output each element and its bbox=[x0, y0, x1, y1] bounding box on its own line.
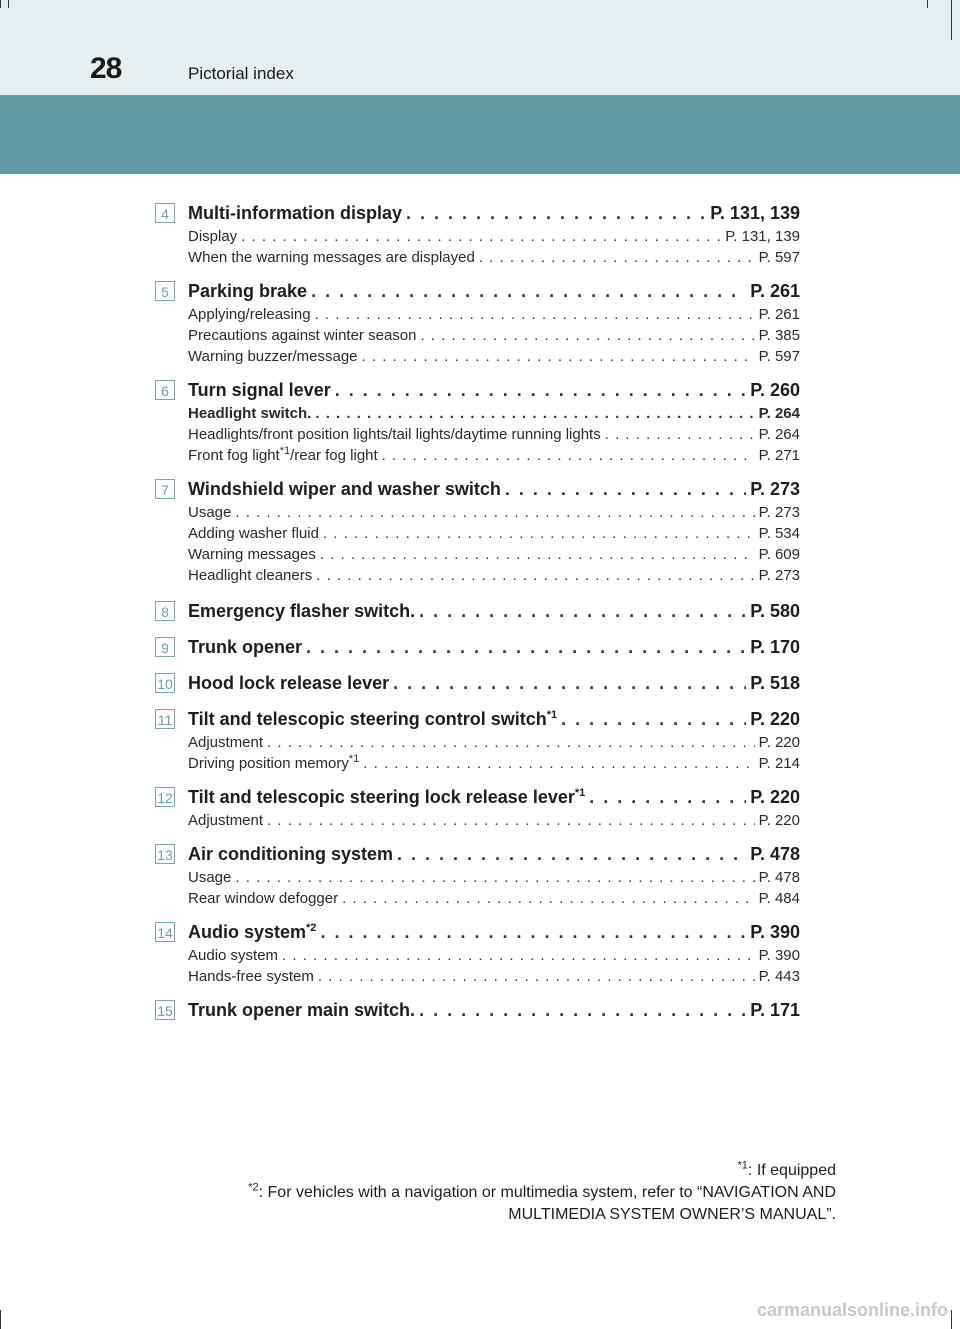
entry-number-badge: 12 bbox=[155, 787, 175, 807]
entry-number-badge: 5 bbox=[155, 281, 175, 301]
leader-dots bbox=[316, 565, 754, 586]
entry-heading bbox=[188, 841, 800, 867]
entry-number-badge: 13 bbox=[155, 844, 175, 864]
leader-dots bbox=[406, 200, 706, 226]
leader-dots bbox=[479, 247, 755, 268]
footnotes bbox=[248, 1160, 836, 1226]
index-entry bbox=[155, 706, 800, 774]
entry-label: Precautions against winter season bbox=[188, 327, 417, 344]
leader-dots bbox=[419, 598, 746, 624]
page-reference-link[interactable]: P. 390 bbox=[750, 922, 800, 942]
entry-subitem bbox=[188, 226, 800, 247]
page-reference-link[interactable]: P. 220 bbox=[758, 734, 800, 751]
page-reference-link[interactable]: P. 264 bbox=[758, 426, 800, 443]
leader-dots bbox=[605, 424, 755, 445]
leader-dots bbox=[362, 346, 755, 367]
page-reference-link[interactable]: P. 478 bbox=[750, 844, 800, 864]
page-reference-link[interactable]: P. 385 bbox=[758, 327, 800, 344]
page-reference-link[interactable]: P. 443 bbox=[758, 968, 800, 985]
page-reference-link[interactable]: P. 220 bbox=[750, 787, 800, 807]
index-entry bbox=[155, 598, 800, 624]
leader-dots bbox=[267, 810, 755, 831]
index-entry bbox=[155, 476, 800, 586]
entry-label: Driving position memory$^{*1}$ bbox=[188, 753, 360, 772]
crop-mark bbox=[8, 0, 9, 8]
entry-number-badge: 11 bbox=[155, 709, 175, 729]
page-reference-link[interactable]: P. 609 bbox=[758, 546, 800, 563]
entry-number-badge: 10 bbox=[155, 673, 175, 693]
entry-number-badge: 15 bbox=[155, 1000, 175, 1020]
entry-label: Usage bbox=[188, 869, 232, 886]
entry-label: Audio system bbox=[188, 947, 279, 964]
entry-heading bbox=[188, 476, 800, 502]
entry-subitem bbox=[188, 403, 800, 424]
entry-heading bbox=[188, 706, 800, 732]
leader-dots bbox=[393, 670, 746, 696]
watermark: carmanualsonline.info bbox=[756, 1300, 948, 1320]
index-entry bbox=[155, 670, 800, 696]
entry-label: Hands-free system bbox=[188, 968, 314, 985]
page-reference-link[interactable]: P. 534 bbox=[758, 525, 800, 542]
entry-subitem bbox=[188, 502, 800, 523]
entry-subitem bbox=[188, 523, 800, 544]
leader-dots bbox=[382, 445, 755, 466]
leader-dots bbox=[315, 304, 755, 325]
entry-subitem bbox=[188, 424, 800, 445]
entry-subitem bbox=[188, 945, 800, 966]
page-reference-link[interactable]: P. 260 bbox=[750, 380, 800, 400]
leader-dots bbox=[561, 706, 746, 732]
page-number: 28 bbox=[90, 52, 122, 85]
entry-subitem bbox=[188, 867, 800, 888]
page-reference-link[interactable]: P. 261 bbox=[758, 306, 800, 323]
entry-heading bbox=[188, 278, 800, 304]
entry-subitem bbox=[188, 304, 800, 325]
page-reference-link[interactable]: P. 273 bbox=[758, 567, 800, 584]
entry-heading bbox=[188, 200, 800, 226]
entry-label: Turn signal lever bbox=[188, 380, 331, 400]
leader-dots bbox=[420, 325, 754, 346]
index-entry bbox=[155, 841, 800, 909]
entry-label: Adjustment bbox=[188, 812, 264, 829]
page-reference-link[interactable]: P. 273 bbox=[750, 479, 800, 499]
leader-dots bbox=[342, 888, 754, 909]
index-entry bbox=[155, 784, 800, 831]
page-reference-link[interactable]: P. 214 bbox=[758, 755, 800, 772]
entry-heading bbox=[188, 634, 800, 660]
footnote-1: $^{*1}$: If equipped bbox=[737, 1159, 836, 1179]
header-top bbox=[0, 0, 960, 95]
index-entry bbox=[155, 278, 800, 367]
header-band bbox=[0, 95, 960, 174]
entry-subitem bbox=[188, 325, 800, 346]
entry-label: Trunk opener main switch. bbox=[188, 1000, 416, 1020]
entry-subitem bbox=[188, 445, 800, 466]
footnote-2: $^{*2}$: For vehicles with a navigation or multimedia system, refer to “NAVIGATION AND bbox=[248, 1181, 836, 1201]
entry-number-badge: 14 bbox=[155, 922, 175, 942]
leader-dots bbox=[335, 377, 747, 403]
entry-number-badge: 7 bbox=[155, 479, 175, 499]
page-reference-link[interactable]: P. 171 bbox=[750, 1000, 800, 1020]
page-reference-link[interactable]: P. 271 bbox=[758, 447, 800, 464]
entry-label: Emergency flasher switch. bbox=[188, 601, 416, 621]
page-reference-link[interactable]: P. 390 bbox=[758, 947, 800, 964]
footnote-2-cont: MULTIMEDIA SYSTEM OWNER’S MANUAL”. bbox=[508, 1206, 836, 1223]
entry-label: When the warning messages are displayed bbox=[188, 249, 475, 266]
entry-number-badge: 4 bbox=[155, 203, 175, 223]
entry-label: Headlight cleaners bbox=[188, 567, 313, 584]
entry-label: Air conditioning system bbox=[188, 844, 394, 864]
index-entry bbox=[155, 377, 800, 466]
entry-label: Adding washer fluid bbox=[188, 525, 319, 542]
entry-label: Adjustment bbox=[188, 734, 264, 751]
page-reference-link[interactable]: P. 597 bbox=[758, 249, 800, 266]
leader-dots bbox=[241, 226, 721, 247]
leader-dots bbox=[505, 476, 746, 502]
entry-label: Tilt and telescopic steering lock release lever$^{*1}$ bbox=[188, 787, 586, 807]
leader-dots bbox=[323, 523, 755, 544]
entry-label: Audio system$^{*2}$ bbox=[188, 922, 317, 942]
entry-heading bbox=[188, 377, 800, 403]
leader-dots bbox=[320, 544, 755, 565]
entry-label: Trunk opener bbox=[188, 637, 303, 657]
entry-label: Warning buzzer/message bbox=[188, 348, 358, 365]
entry-label: Applying/releasing bbox=[188, 306, 311, 323]
page-reference-link[interactable]: P. 484 bbox=[758, 890, 800, 907]
entry-label: Warning messages bbox=[188, 546, 316, 563]
entry-subitem bbox=[188, 732, 800, 753]
entry-heading bbox=[188, 598, 800, 624]
entry-label: Headlight switch. bbox=[188, 405, 312, 422]
entry-heading bbox=[188, 997, 800, 1023]
index-entry bbox=[155, 919, 800, 987]
leader-dots bbox=[315, 403, 754, 424]
page-reference-link[interactable]: P. 170 bbox=[750, 637, 800, 657]
crop-mark bbox=[951, 0, 952, 40]
section-title: Pictorial index bbox=[188, 64, 294, 83]
crop-mark bbox=[0, 0, 1, 8]
entry-number-badge: 6 bbox=[155, 380, 175, 400]
leader-dots bbox=[589, 784, 746, 810]
entry-label: Parking brake bbox=[188, 281, 308, 301]
index-entry bbox=[155, 200, 800, 268]
leader-dots bbox=[267, 732, 755, 753]
crop-mark bbox=[0, 1310, 1, 1329]
page-reference-link[interactable]: P. 580 bbox=[750, 601, 800, 621]
page-reference-link[interactable]: P. 131, 139 bbox=[725, 228, 800, 245]
page-reference-link[interactable]: P. 261 bbox=[750, 281, 800, 301]
entry-heading bbox=[188, 670, 800, 696]
entry-label: Rear window defogger bbox=[188, 890, 339, 907]
entry-heading bbox=[188, 784, 800, 810]
entry-label: Front fog light$^{*1}$/rear fog light bbox=[188, 445, 378, 464]
entry-subitem bbox=[188, 888, 800, 909]
entry-label: Tilt and telescopic steering control switch$^{*1}$ bbox=[188, 709, 558, 729]
entry-label: Usage bbox=[188, 504, 232, 521]
entry-heading bbox=[188, 919, 800, 945]
page-reference-link[interactable]: P. 264 bbox=[758, 405, 800, 422]
entry-subitem bbox=[188, 966, 800, 987]
leader-dots bbox=[419, 997, 746, 1023]
page-reference-link[interactable]: P. 478 bbox=[758, 869, 800, 886]
leader-dots bbox=[311, 278, 746, 304]
entry-number-badge: 8 bbox=[155, 601, 175, 621]
leader-dots bbox=[235, 867, 754, 888]
page-reference-link[interactable]: P. 131, 139 bbox=[710, 203, 800, 223]
leader-dots bbox=[363, 753, 754, 774]
entry-number-badge: 9 bbox=[155, 637, 175, 657]
entry-label: Windshield wiper and washer switch bbox=[188, 479, 501, 499]
index-list bbox=[155, 190, 800, 1023]
entry-subitem bbox=[188, 346, 800, 367]
page-reference-link[interactable]: P. 597 bbox=[758, 348, 800, 365]
leader-dots bbox=[318, 966, 755, 987]
index-entry bbox=[155, 634, 800, 660]
entry-label: Multi-information display bbox=[188, 203, 402, 223]
leader-dots bbox=[282, 945, 755, 966]
index-entry bbox=[155, 997, 800, 1023]
page-reference-link[interactable]: P. 518 bbox=[750, 673, 800, 693]
entry-label: Display bbox=[188, 228, 238, 245]
page-reference-link[interactable]: P. 220 bbox=[758, 812, 800, 829]
entry-label: Hood lock release lever bbox=[188, 673, 390, 693]
entry-label: Headlights/front position lights/tail lights/daytime running lights bbox=[188, 426, 601, 443]
entry-subitem bbox=[188, 810, 800, 831]
entry-subitem bbox=[188, 544, 800, 565]
leader-dots bbox=[235, 502, 754, 523]
leader-dots bbox=[306, 634, 746, 660]
entry-subitem bbox=[188, 247, 800, 268]
entry-subitem bbox=[188, 565, 800, 586]
entry-subitem bbox=[188, 753, 800, 774]
page-reference-link[interactable]: P. 220 bbox=[750, 709, 800, 729]
leader-dots bbox=[397, 841, 746, 867]
crop-mark bbox=[927, 0, 928, 8]
page-reference-link[interactable]: P. 273 bbox=[758, 504, 800, 521]
crop-mark bbox=[951, 1310, 952, 1329]
leader-dots bbox=[320, 919, 746, 945]
